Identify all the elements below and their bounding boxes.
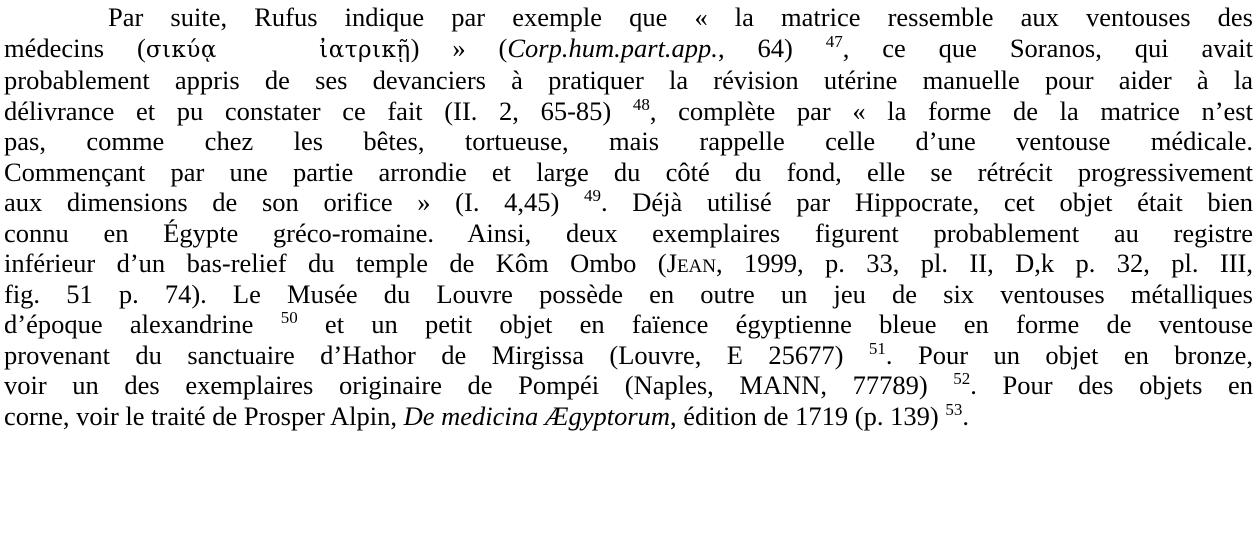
text-run: connu en Égypte gréco-romaine. Ainsi, deux exemplaires figurent probablement au registre [4,217,1253,248]
text-run: inférieur d’un bas-relief du temple de Kôm Ombo ( [4,248,667,278]
text-line [4,187,1253,218]
text-line [4,218,1253,249]
text-run: . Pour un objet en bronze, [885,339,1253,370]
text-line [4,126,1253,157]
text-run: fig. 51 p. 74). Le Musée du Louvre possède en outre un jeu de six ventouses métalliques [4,278,1253,309]
text-run: provenant du sanctuaire d’Hathor de Mirgissa (Louvre, E 25677) [4,339,869,370]
text-line [4,2,1253,33]
text-run: , 1999, p. 33, pl. II, D,k p. 32, pl. III, [716,248,1253,278]
text-line [4,340,1253,371]
text-run: , 64) [717,32,826,63]
greek-text: σικύᾳ ἰατρικῇ [145,36,411,63]
italic-text: Corp.hum.part.app. [507,32,718,63]
text-run: pas, comme chez les bêtes, tortueuse, mais rappelle celle d’une ventouse médicale. [4,126,1253,156]
text-run: , ce que Soranos, qui avait [842,32,1254,63]
text-line [4,248,1253,279]
text-run: . Déjà utilisé par Hippocrate, cet objet était bien [600,187,1253,217]
text-line [4,33,1253,66]
text-run: . [962,400,969,431]
body-paragraph [4,2,1253,431]
text-run: voir un des exemplaires originaire de Pompéi (Naples, MANN, 77789) [4,370,954,400]
text-run: corne, voir le traité de Prosper Alpin, [4,400,404,431]
text-line [4,309,1253,340]
text-run: , édition de 1719 (p. 139) [670,400,946,431]
footnote-ref: 52 [953,369,971,388]
footnote-ref: 47 [825,31,843,51]
footnote-ref: 51 [868,338,886,358]
text-line [4,157,1253,188]
text-run: ) » ( [410,32,508,63]
text-line [4,370,1253,401]
italic-text: De medicina Ægyptorum [403,400,671,431]
footnote-ref: 50 [280,308,298,327]
text-line [4,401,1253,432]
text-run: médecins ( [4,32,146,63]
footnote-ref: 48 [632,94,650,114]
footnote-ref: 49 [583,186,601,205]
text-run: . Pour des objets en [970,370,1253,400]
text-run: et un petit objet en faïence égyptienne bleue en forme de ventouse [297,309,1253,339]
text-run: délivrance et pu constater ce fait (II. 2, 65-85) [4,95,633,126]
small-caps-text: Jean [666,248,717,278]
text-run: aux dimensions de son orifice » (I. 4,45) [4,187,584,217]
text-run: Commençant par une partie arrondie et large du côté du fond, elle se rétrécit progressivement [4,156,1253,187]
footnote-ref: 53 [945,399,963,419]
text-line [4,65,1253,96]
text-line [4,279,1253,310]
text-line [4,96,1253,127]
text-run: probablement appris de ses devanciers à pratiquer la révision utérine manuelle pour aider à la [4,65,1253,95]
text-run: d’époque alexandrine [4,309,281,339]
text-run: Par suite, Rufus indique par exemple que « la matrice ressemble aux ventouses des [108,2,1253,32]
text-run: , complète par « la forme de la matrice n’est [649,95,1253,126]
